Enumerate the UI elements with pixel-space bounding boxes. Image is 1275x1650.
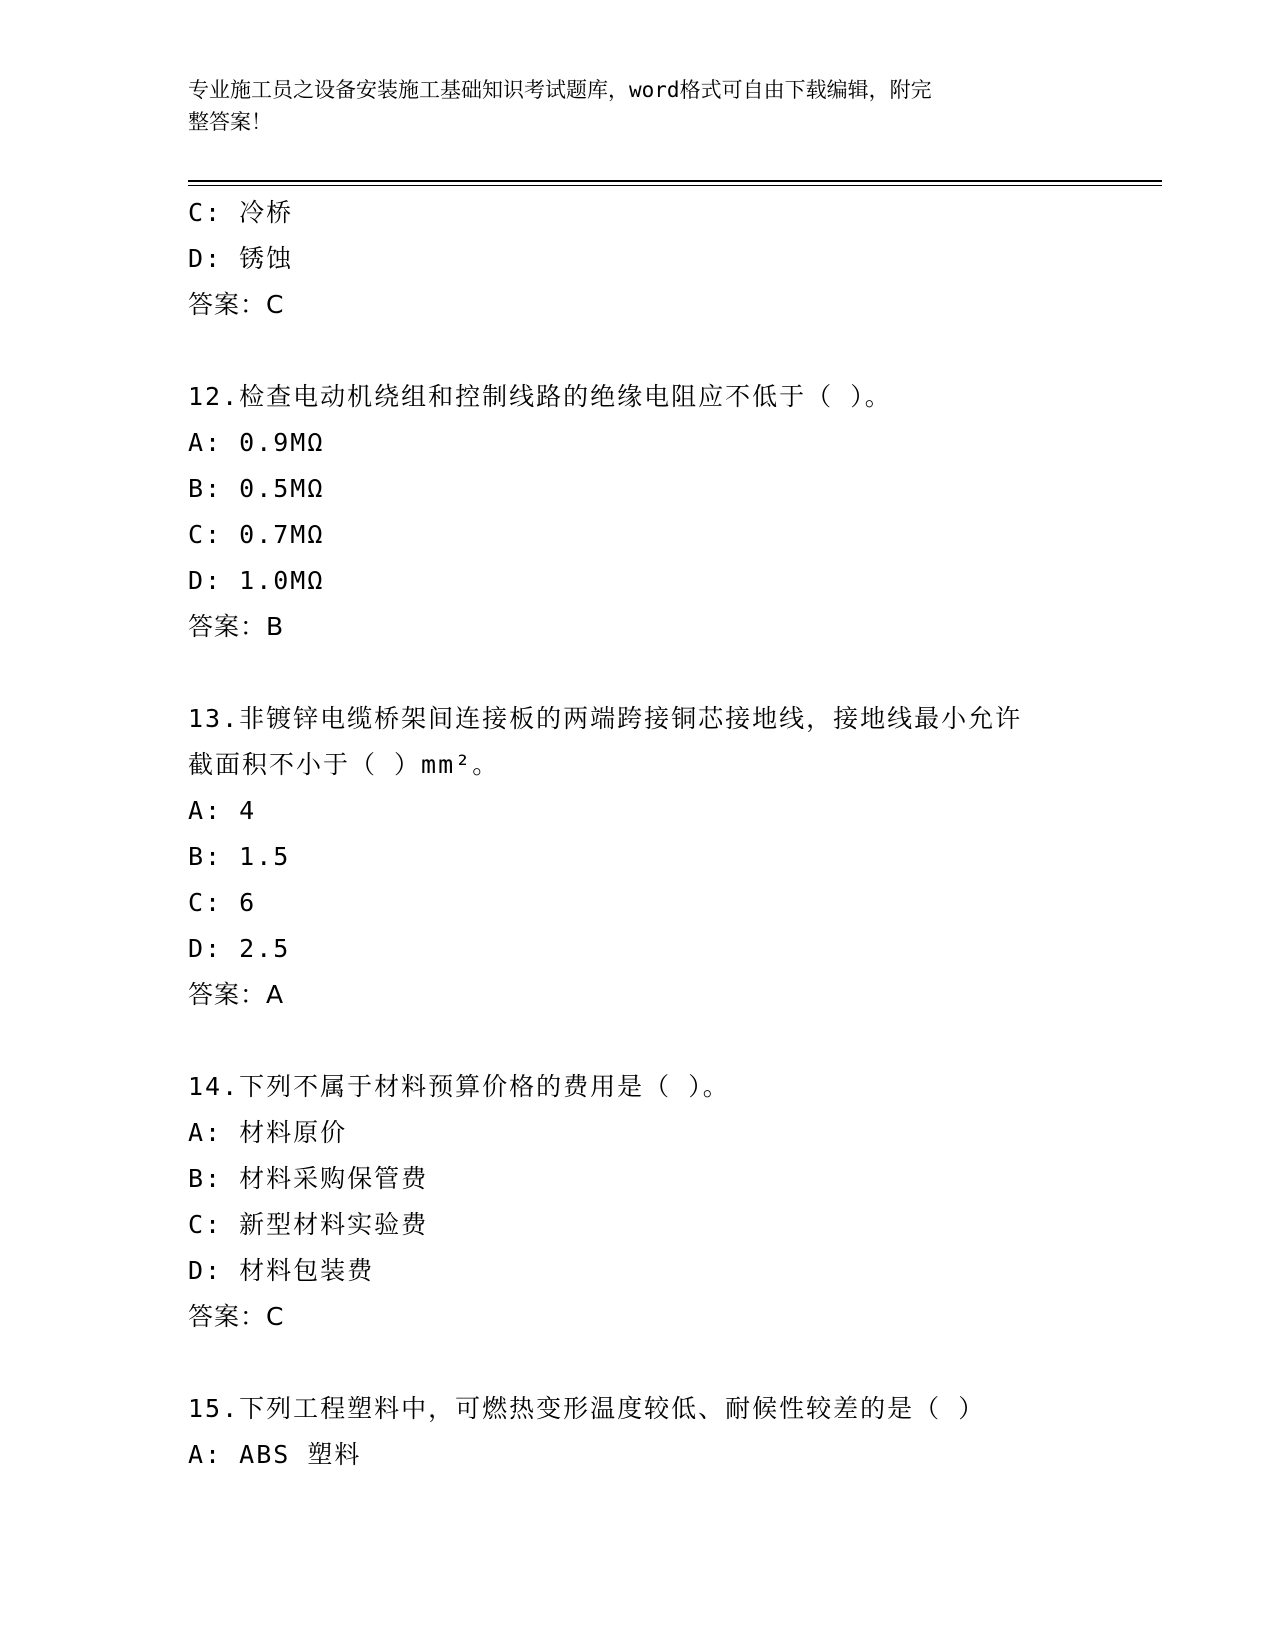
- question-list: [188, 190, 1088, 1478]
- option-line: B: 0.5MΩ: [188, 474, 325, 503]
- answer-line: 答案：C: [188, 1302, 285, 1331]
- option-line: D: 2.5: [188, 934, 291, 963]
- question-text: 截面积不小于（ ）mm²。: [188, 750, 500, 779]
- option-line: A: ABS 塑料: [188, 1440, 362, 1469]
- option-line: C: 0.7MΩ: [188, 520, 325, 549]
- answer-line: 答案：A: [188, 980, 285, 1009]
- header-line-1: 专业施工员之设备安装施工基础知识考试题库，word格式可自由下载编辑，附完: [188, 78, 932, 102]
- question-text: 15.下列工程塑料中，可燃热变形温度较低、耐候性较差的是（ ）: [188, 1394, 986, 1423]
- option-line: A: 材料原价: [188, 1118, 348, 1147]
- question-spacer: [188, 650, 1088, 696]
- header-divider-thin: [188, 185, 1162, 186]
- header-line-2: 整答案！: [188, 110, 272, 134]
- option-line: C: 冷桥: [188, 198, 294, 227]
- question-text: 13.非镀锌电缆桥架间连接板的两端跨接铜芯接地线，接地线最小允许: [188, 704, 1023, 733]
- option-line: B: 1.5: [188, 842, 291, 871]
- question-text: 12.检查电动机绕组和控制线路的绝缘电阻应不低于（ ）。: [188, 382, 892, 411]
- option-line: A: 0.9MΩ: [188, 428, 325, 457]
- option-line: B: 材料采购保管费: [188, 1164, 429, 1193]
- document-header: [188, 74, 1088, 138]
- option-line: A: 4: [188, 796, 257, 825]
- option-line: C: 新型材料实验费: [188, 1210, 429, 1239]
- question-spacer: [188, 1018, 1088, 1064]
- option-line: C: 6: [188, 888, 257, 917]
- header-divider-thick: [188, 180, 1162, 182]
- option-line: D: 1.0MΩ: [188, 566, 325, 595]
- option-line: D: 锈蚀: [188, 244, 294, 273]
- question-text: 14.下列不属于材料预算价格的费用是（ ）。: [188, 1072, 730, 1101]
- answer-line: 答案：B: [188, 612, 285, 641]
- answer-line: 答案：C: [188, 290, 285, 319]
- question-spacer: [188, 1340, 1088, 1386]
- option-line: D: 材料包装费: [188, 1256, 375, 1285]
- question-spacer: [188, 328, 1088, 374]
